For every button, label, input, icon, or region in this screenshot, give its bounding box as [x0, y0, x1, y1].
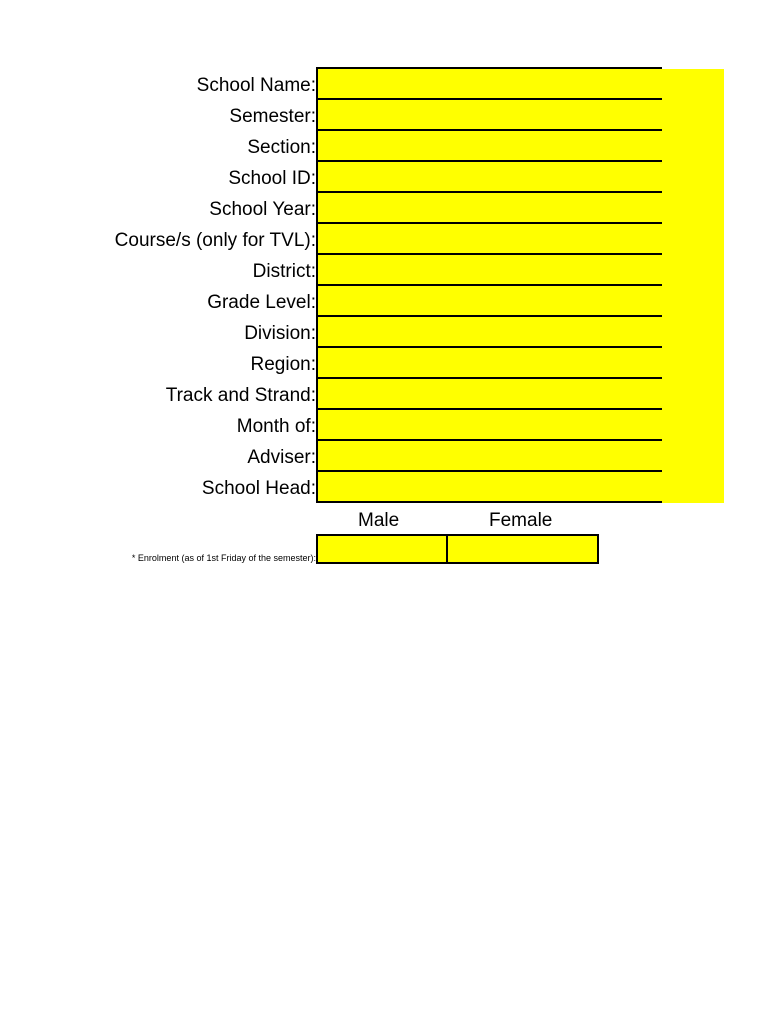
- field-row-month: [0, 410, 768, 441]
- school-head-field[interactable]: [316, 472, 662, 503]
- school-id-field[interactable]: [316, 162, 662, 193]
- school-name-label: School Name:: [196, 75, 316, 96]
- enrollment-label: * Enrolment (as of 1st Friday of the semester):: [131, 553, 316, 563]
- field-row-school-head: [0, 472, 768, 503]
- semester-label: Semester:: [229, 106, 316, 127]
- school-year-label: School Year:: [209, 199, 316, 220]
- division-field[interactable]: [316, 317, 662, 348]
- track-strand-label: Track and Strand:: [165, 385, 316, 406]
- field-row-section: [0, 131, 768, 162]
- section-label: Section:: [247, 137, 316, 158]
- field-row-school-id: [0, 162, 768, 193]
- track-strand-field[interactable]: [316, 379, 662, 410]
- female-count-field[interactable]: [446, 534, 599, 564]
- adviser-field[interactable]: [316, 441, 662, 472]
- district-label: District:: [252, 261, 316, 282]
- month-field[interactable]: [316, 410, 662, 441]
- grade-level-field[interactable]: [316, 286, 662, 317]
- field-row-region: [0, 348, 768, 379]
- field-row-track-strand: [0, 379, 768, 410]
- grade-level-label: Grade Level:: [207, 292, 316, 313]
- field-row-course: [0, 224, 768, 255]
- division-label: Division:: [244, 323, 316, 344]
- male-column-header: Male: [358, 510, 400, 531]
- section-field[interactable]: [316, 131, 662, 162]
- course-label: Course/s (only for TVL):: [114, 230, 316, 251]
- district-field[interactable]: [316, 255, 662, 286]
- school-info-form: [0, 69, 768, 503]
- field-row-district: [0, 255, 768, 286]
- field-row-division: [0, 317, 768, 348]
- school-name-field[interactable]: [316, 67, 662, 100]
- field-row-grade-level: [0, 286, 768, 317]
- semester-field[interactable]: [316, 100, 662, 131]
- school-head-label: School Head:: [201, 478, 316, 499]
- field-row-school-name: [0, 69, 768, 100]
- enrollment-section: [0, 506, 768, 570]
- region-label: Region:: [250, 354, 316, 375]
- course-field[interactable]: [316, 224, 662, 255]
- adviser-label: Adviser:: [247, 447, 316, 468]
- month-label: Month of:: [236, 416, 316, 437]
- field-row-semester: [0, 100, 768, 131]
- field-row-adviser: [0, 441, 768, 472]
- school-id-label: School ID:: [228, 168, 316, 189]
- male-count-field[interactable]: [316, 534, 448, 564]
- school-year-field[interactable]: [316, 193, 662, 224]
- region-field[interactable]: [316, 348, 662, 379]
- field-row-school-year: [0, 193, 768, 224]
- female-column-header: Female: [489, 510, 553, 531]
